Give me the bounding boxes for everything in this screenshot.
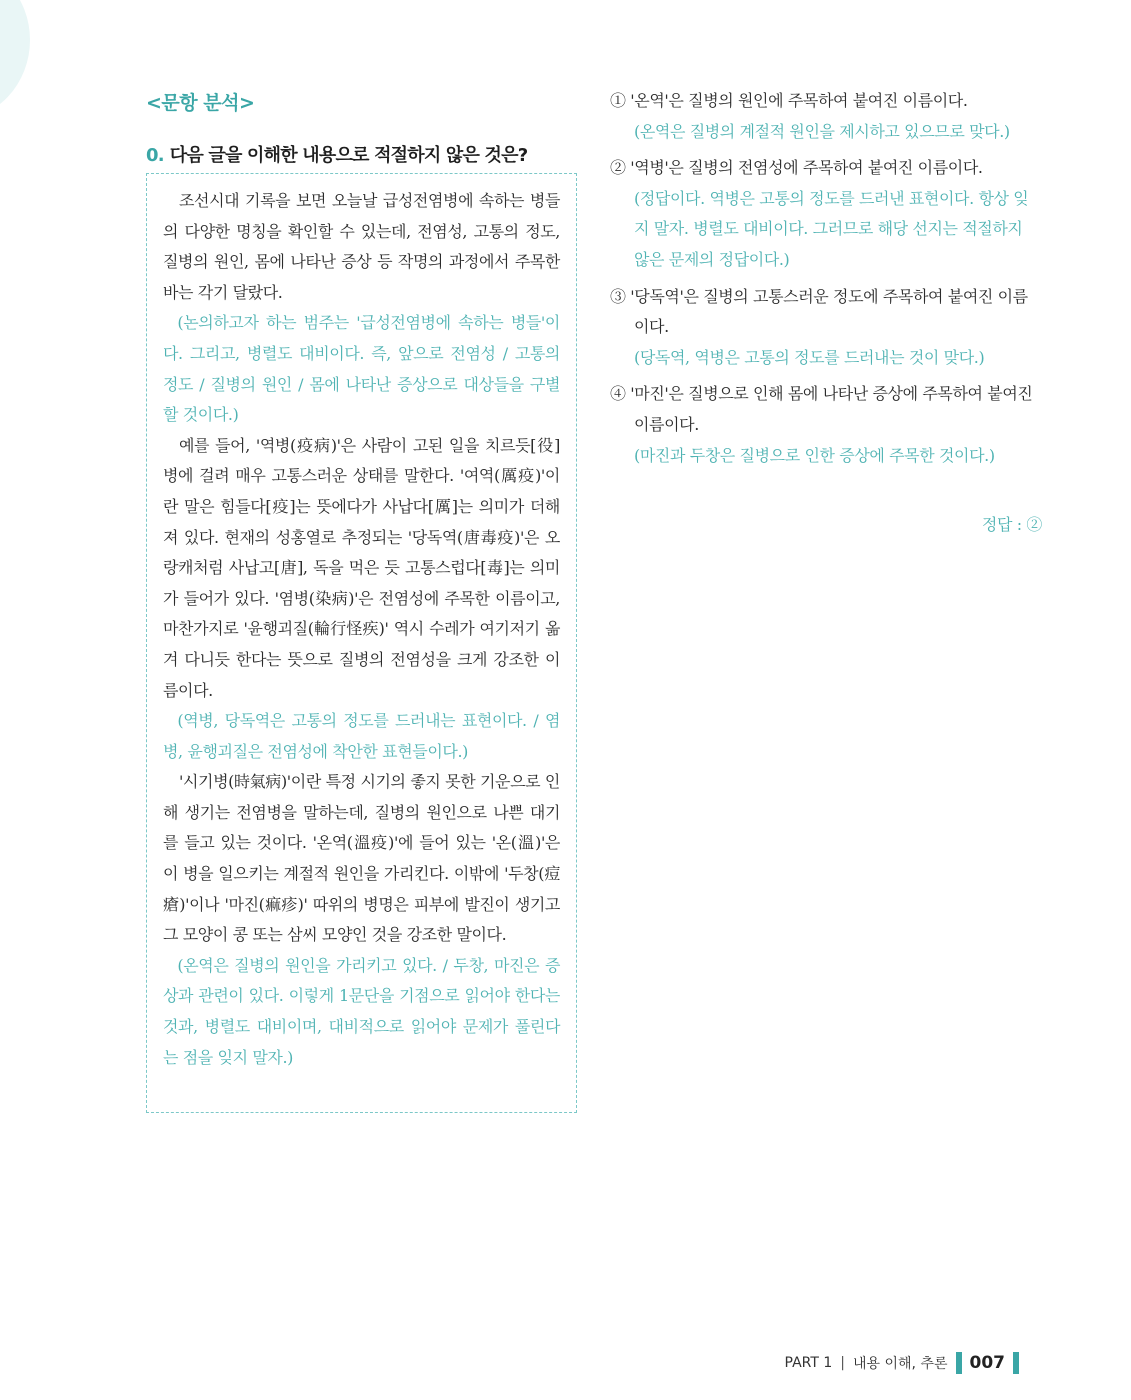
options-column [610,86,1042,477]
passage-note-2: (역병, 당독역은 고통의 정도를 드러내는 표현이다. / 염병, 윤행괴질은 전염성에 착안한 표현들이다.) [163,711,560,761]
passage-box [146,173,577,1113]
option-text: ② '역병'은 질병의 전염성에 주목하여 붙여진 이름이다. [610,158,983,178]
passage-note-3: (온역은 질병의 원인을 가리키고 있다. / 두창, 마진은 증상과 관련이 있다. 이렇게 1문단을 기점으로 읽어야 한다는 것과, 병렬도 대비이며, 대비적으로 읽어야 문제가 풀린다는 점을 잊지 말자.) [163,955,560,1067]
passage-paragraph-2: 예를 들어, '역병(疫病)'은 사람이 고된 일을 치르듯[役] 병에 걸려 매우 고통스러운 상태를 말한다. '여역(厲疫)'이란 말은 힘들다[疫]는 뜻에다가 사납다[厲]는 의미가 더해져 있다. 현재의 성홍열로 추정되는 '당독역(唐毒疫)'은 오랑캐처럼 사납고[唐], 독을 먹은 듯 고통스럽다[毒]는 의미가 들어가 있다. '염병(染病)'은 전염성에 주목한 이름이고, 마찬가지로 '윤행괴질(輪行怪疾)' 역시 수레가 여기저기 옮겨 다니듯 한다는 뜻으로 질병의 전염성을 크게 강조한 이름이다. [163,435,560,700]
option-note: (당독역, 역병은 고통의 정도를 드러내는 것이 맞다.) [634,347,985,367]
question-number: 0. [146,145,164,166]
footer-accent-bar-right [1013,1352,1019,1374]
corner-decoration [0,0,30,120]
footer-accent-bar [956,1352,962,1374]
page-number: 007 [969,1353,1005,1373]
option-note: (마진과 두창은 질병으로 인한 증상에 주목한 것이다.) [634,445,995,465]
option-text: ① '온역'은 질병의 원인에 주목하여 붙여진 이름이다. [610,91,968,110]
option-3 [610,282,1042,374]
option-text: ④ '마진'은 질병으로 인해 몸에 나타난 증상에 주목하여 붙여진 이름이다. [610,384,1033,434]
option-2 [610,153,1042,275]
page-footer [785,1352,1027,1374]
footer-chapter: 내용 이해, 추론 [853,1356,948,1372]
option-note: (정답이다. 역병은 고통의 정도를 드러낸 표현이다. 항상 잊지 말자. 병렬도 대비이다. 그러므로 해당 선지는 적절하지 않은 문제의 정답이다.) [634,188,1029,269]
option-1 [610,86,1042,147]
answer-label: 정답 : ② [981,515,1042,534]
footer-separator: | [840,1355,845,1371]
option-text: ③ '당독역'은 질병의 고통스러운 정도에 주목하여 붙여진 이름이다. [610,286,1028,337]
question-text: 다음 글을 이해한 내용으로 적절하지 않은 것은? [169,145,528,166]
question [146,141,586,167]
passage-note-1: (논의하고자 하는 범주는 '급성전염병에 속하는 병들'이다. 그리고, 병렬도 대비이다. 즉, 앞으로 전염성 / 고통의 정도 / 질병의 원인 / 몸에 나타난 증상으로 대상들을 구별할 것이다.) [163,313,560,425]
passage-paragraph-3: '시기병(時氣病)'이란 특정 시기의 좋지 못한 기운으로 인해 생기는 전염병을 말하는데, 질병의 원인으로 나쁜 대기를 들고 있는 것이다. '온역(溫疫)'에 들어 있는 '온(溫)'은 이 병을 일으키는 계절적 원인을 가리킨다. 이밖에 '두창(痘瘡)'이나 '마진(痲疹)' 따위의 병명은 피부에 발진이 생기고 그 모양이 콩 또는 삼씨 모양인 것을 강조한 말이다. [163,772,560,945]
option-4 [610,379,1042,471]
section-heading: <문항 분석> [146,92,255,114]
footer-part: PART 1 [784,1355,833,1371]
option-note: (온역은 질병의 계절적 원인을 제시하고 있으므로 맞다.) [634,121,1010,141]
passage-paragraph-1: 조선시대 기록을 보면 오늘날 급성전염병에 속하는 병들의 다양한 명칭을 확인할 수 있는데, 전염성, 고통의 정도, 질병의 원인, 몸에 나타난 증상 등 작명의 과정에서 주목한 바는 각기 달랐다. [163,191,560,302]
